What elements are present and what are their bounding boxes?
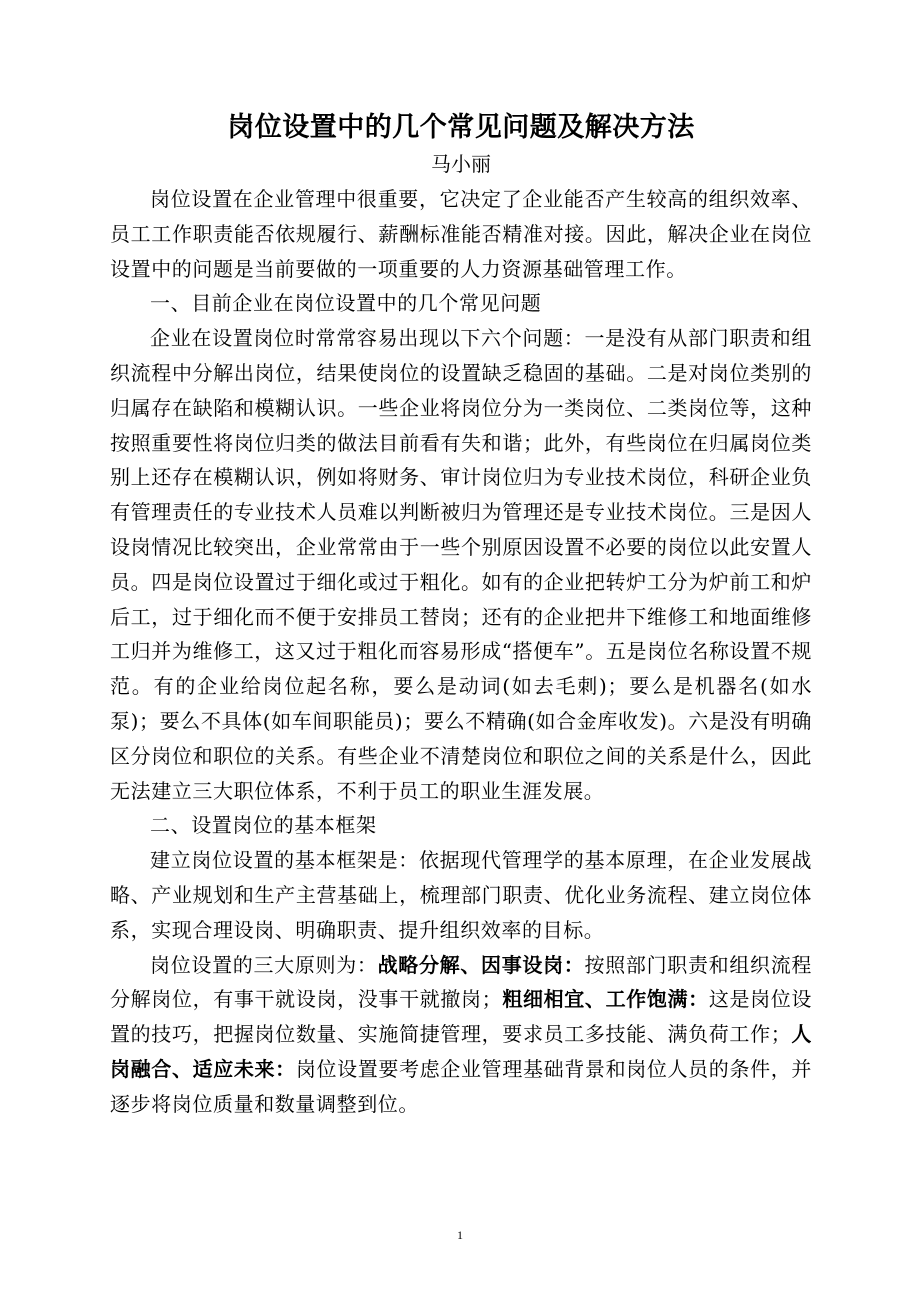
- section-1-heading: 一、目前企业在岗位设置中的几个常见问题: [150, 291, 542, 316]
- principle-3-title: 人岗融合、适应未来：: [110, 1022, 812, 1081]
- section-2-heading: 二、设置岗位的基本框架: [150, 813, 377, 838]
- document-author: 马小丽: [431, 152, 491, 176]
- principle-1-title: 战略分解、因事设岗：: [377, 952, 585, 977]
- principle-2-text: 这是岗位设置的技巧，把握岗位数量、实施简捷管理，要求员工多技能、满负荷工作；: [110, 987, 813, 1047]
- page-number: 1: [457, 1228, 463, 1242]
- principle-2-title: 粗细相宜、工作饱满：: [502, 987, 709, 1012]
- principles-lead: 岗位设置的三大原则为：: [150, 952, 378, 977]
- principles-paragraph: [110, 948, 812, 1122]
- document-page: [110, 108, 812, 1122]
- section-2-paragraph: 建立岗位设置的基本框架是：依据现代管理学的基本原理，在企业发展战略、产业规划和生产主营基础上，梳理部门职责、优化业务流程、建立岗位体系，实现合理设岗、明确职责、提升组织效率的目标。: [110, 848, 812, 942]
- principle-3-text: 岗位设置要考虑企业管理基础背景和岗位人员的条件，并逐步将岗位质量和数量调整到位。: [110, 1056, 813, 1116]
- intro-paragraph: 岗位设置在企业管理中很重要，它决定了企业能否产生较高的组织效率、员工工作职责能否依规履行、薪酬标准能否精准对接。因此，解决企业在岗位设置中的问题是当前要做的一项重要的人力资源基础管理工作。: [110, 187, 812, 281]
- section-1-paragraph: 企业在设置岗位时常常容易出现以下六个问题：一是没有从部门职责和组织流程中分解出岗位，结果使岗位的设置缺乏稳固的基础。二是对岗位类别的归属存在缺陷和模糊认识。一些企业将岗位分为一类岗位、二类岗位等，这种按照重要性将岗位归类的做法目前看有失和谐；此外，有些岗位在归属岗位类别上还存在模糊认识，例如将财务、审计岗位归为专业技术岗位，科研企业负有管理责任的专业技术人员难以判断被归为管理还是专业技术岗位。三是因人设岗情况比较突出，企业常常由于一些个别原因设置不必要的岗位以此安置人员。四是岗位设置过于细化或过于粗化。如有的企业把转炉工分为炉前工和炉后工，过于细化而不便于安排员工替岗；还有的企业把井下维修工和地面维修工归并为维修工，这又过于粗化而容易形成“搭便车”。五是岗位名称设置不规范。有的企业给岗位起名称，要么是动词(如去毛刺)；要么是机器名(如水泵)；要么不具体(如车间职能员)；要么不精确(如合金库收发)。六是没有明确区分岗位和职位的关系。有些企业不清楚岗位和职位之间的关系是什么，因此无法建立三大职位体系，不利于员工的职业生涯发展。: [110, 326, 812, 803]
- principle-1-text: 按照部门职责和组织流程分解岗位，有事干就设岗，没事干就撤岗；: [110, 952, 812, 1012]
- document-title: 岗位设置中的几个常见问题及解决方法: [227, 112, 695, 143]
